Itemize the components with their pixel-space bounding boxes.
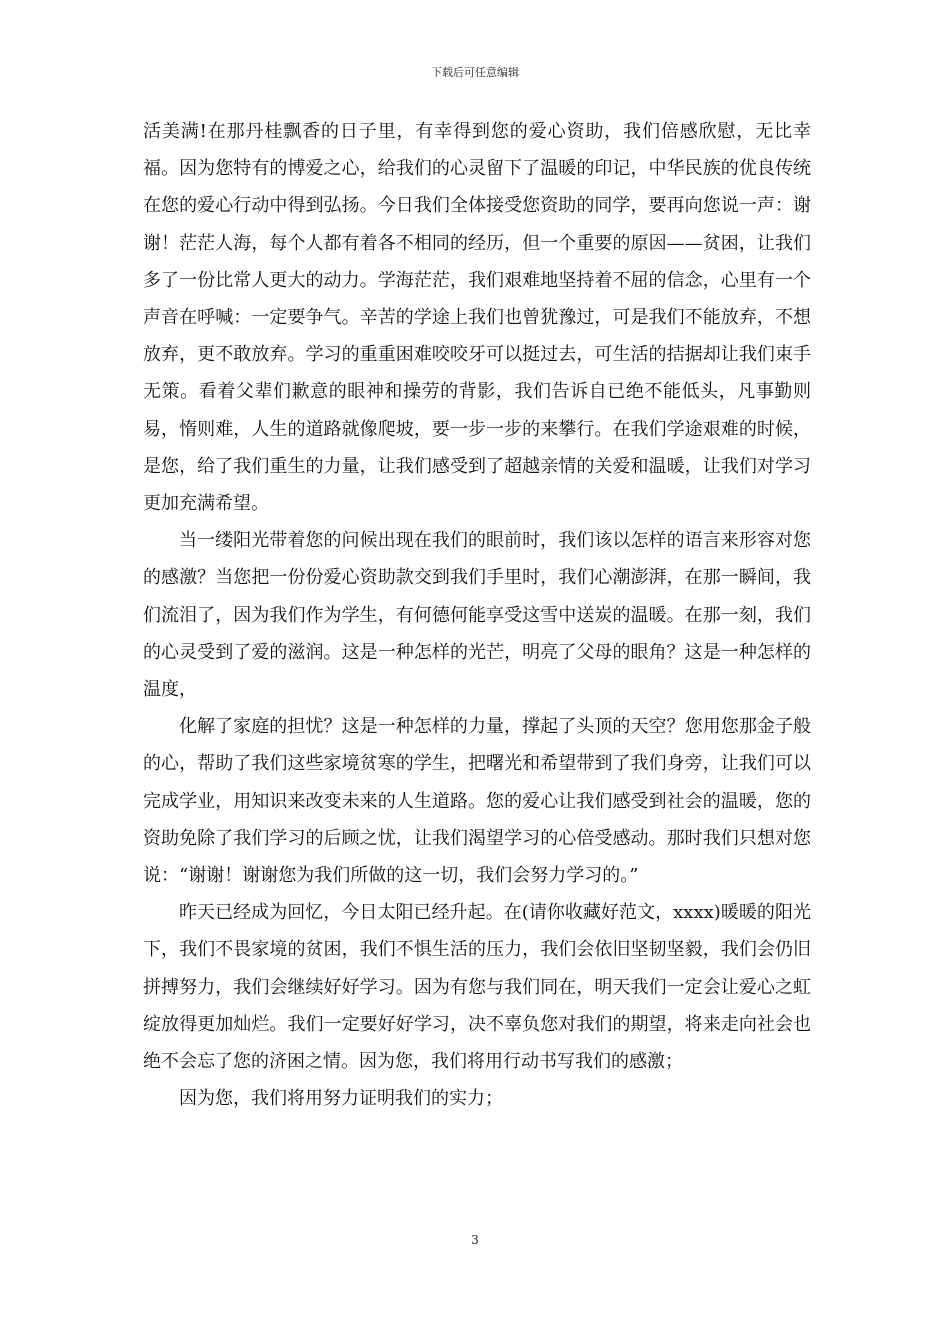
page-header: 下载后可任意编辑 bbox=[431, 66, 519, 79]
page-number: 3 bbox=[471, 1233, 479, 1247]
paragraph-continued: 活美满!在那丹桂飘香的日子里，有幸得到您的爱心资助，我们倍感欣慰，无比幸福。因为您特有的博爱之心，给我们的心灵留下了温暖的印记，中华民族的优良传统在您的爱心行动中得到弘扬。今日我们全体接受您资助的同学，要再向您说一声：谢谢！茫茫人海，每个人都有着各不相同的经历，但一个重要的原因——贫困，让我们多了一份比常人更大的动力。学海茫茫，我们艰难地坚持着不屈的信念，心里有一个声音在呼喊：一定要争气。辛苦的学途上我们也曾犹豫过，可是我们不能放弃，不想放弃，更不敢放弃。学习的重重困难咬咬牙可以挺过去，可生活的拮据却让我们束手无策。看着父辈们歉意的眼神和操劳的背影，我们告诉自已绝不能低头，凡事勤则易，惰则难，人生的道路就像爬坡，要一步一步的来攀行。在我们学途艰难的时候，是您，给了我们重生的力量，让我们感受到了超越亲情的关爱和温暖，让我们对学习更加充满希望。 bbox=[143, 121, 811, 515]
paragraph-gratitude: 当一缕阳光带着您的问候出现在我们的眼前时，我们该以怎样的语言来形容对您的感激？当您把一份份爱心资助款交到我们手里时，我们心潮澎湃，在那一瞬间，我们流泪了，因为我们作为学生，有何德何能享受这雪中送炭的温暖。在那一刻，我们的心灵受到了爱的滋润。这是一种怎样的光芒，明亮了父母的眼角？这是一种怎样的温度， bbox=[143, 530, 811, 701]
paragraph-closing: 因为您，我们将用努力证明我们的实力； bbox=[179, 1088, 503, 1110]
document-body bbox=[143, 113, 811, 1117]
paragraph-help: 化解了家庭的担忧？这是一种怎样的力量，撑起了头顶的天空？您用您那金子般的心，帮助了我们这些家境贫寒的学生，把曙光和希望带到了我们身旁，让我们可以完成学业，用知识来改变未来的人生道路。您的爱心让我们感受到社会的温暖，您的资助免除了我们学习的后顾之忧，让我们渴望学习的心倍受感动。那时我们只想对您说：“谢谢！谢谢您为我们所做的这一切，我们会努力学习的。” bbox=[143, 716, 811, 887]
paragraph-future: 昨天已经成为回忆，今日太阳已经升起。在(请你收藏好范文，xxxx)暖暖的阳光下，我们不畏家境的贫困，我们不惧生活的压力，我们会依旧坚韧坚毅，我们会仍旧拼搏努力，我们会继续好好学习。因为有您与我们同在，明天我们一定会让爱心之虹绽放得更加灿烂。我们一定要好好学习，决不辜负您对我们的期望，将来走向社会也绝不会忘了您的济困之情。因为您，我们将用行动书写我们的感激； bbox=[143, 902, 811, 1073]
